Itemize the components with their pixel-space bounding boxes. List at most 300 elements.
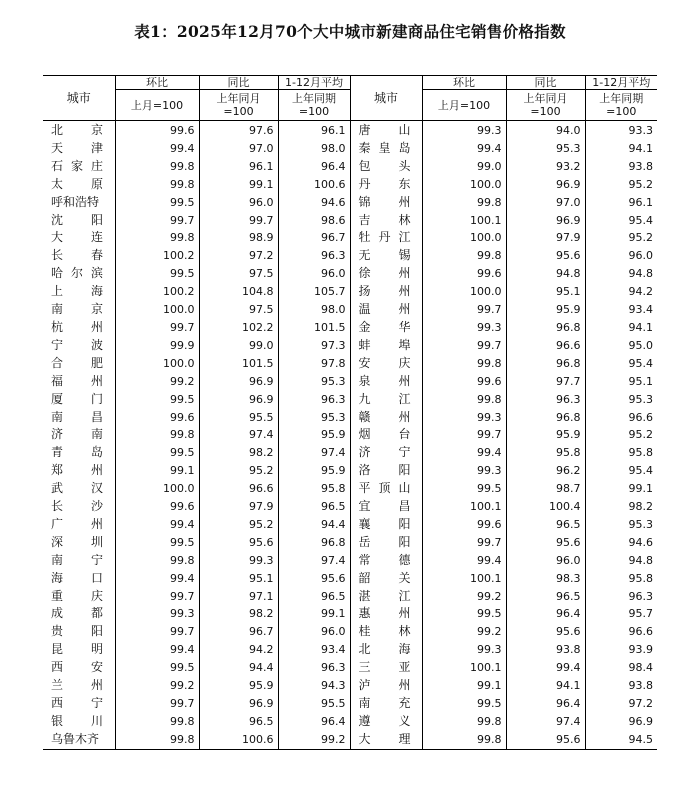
yoy-value-cell: 96.2 bbox=[506, 462, 585, 480]
yoy-column-header: 同比 bbox=[506, 76, 585, 90]
mom-value-cell: 99.2 bbox=[115, 373, 199, 391]
mom-base-label: 上月=100 bbox=[115, 90, 199, 121]
city-name-cell: 济宁 bbox=[350, 444, 422, 462]
yoy-value-cell: 95.2 bbox=[199, 516, 278, 534]
city-name-cell: 遵义 bbox=[350, 713, 422, 731]
ytd-value-cell: 96.1 bbox=[278, 121, 350, 140]
yoy-value-cell: 98.9 bbox=[199, 229, 278, 247]
table-row bbox=[43, 552, 657, 570]
ytd-value-cell: 95.4 bbox=[585, 462, 657, 480]
yoy-value-cell: 97.6 bbox=[199, 121, 278, 140]
yoy-value-cell: 96.5 bbox=[506, 516, 585, 534]
ytd-value-cell: 100.6 bbox=[278, 176, 350, 194]
mom-value-cell: 99.7 bbox=[115, 588, 199, 606]
mom-value-cell: 99.5 bbox=[115, 659, 199, 677]
city-name-cell: 天津 bbox=[51, 140, 103, 155]
city-name-cell: 无锡 bbox=[350, 247, 422, 265]
mom-value-cell: 99.9 bbox=[115, 337, 199, 355]
yoy-value-cell: 97.4 bbox=[506, 713, 585, 731]
table-row bbox=[43, 158, 657, 176]
city-name-cell: 南充 bbox=[350, 695, 422, 713]
table-row bbox=[43, 140, 657, 158]
table-row bbox=[43, 301, 657, 319]
table-row bbox=[43, 677, 657, 695]
yoy-value-cell: 95.6 bbox=[199, 534, 278, 552]
mom-value-cell: 99.8 bbox=[422, 713, 506, 731]
ytd-value-cell: 96.3 bbox=[278, 391, 350, 409]
mom-value-cell: 99.7 bbox=[422, 426, 506, 444]
ytd-value-cell: 97.4 bbox=[278, 552, 350, 570]
mom-value-cell: 99.8 bbox=[422, 247, 506, 265]
yoy-value-cell: 98.2 bbox=[199, 605, 278, 623]
city-column-header: 城市 bbox=[43, 76, 115, 121]
yoy-value-cell: 95.6 bbox=[506, 247, 585, 265]
ytd-value-cell: 98.6 bbox=[278, 212, 350, 230]
ytd-value-cell: 96.7 bbox=[278, 229, 350, 247]
table-title: 表1：2025年12月70个大中城市新建商品住宅销售价格指数 bbox=[134, 22, 566, 41]
mom-value-cell: 99.4 bbox=[115, 140, 199, 158]
yoy-value-cell: 96.9 bbox=[199, 391, 278, 409]
yoy-value-cell: 94.2 bbox=[199, 641, 278, 659]
city-name-cell: 沈阳 bbox=[51, 212, 103, 227]
mom-value-cell: 100.2 bbox=[115, 247, 199, 265]
city-name-cell: 呼和浩特 bbox=[51, 194, 100, 209]
city-name-cell: 惠州 bbox=[350, 605, 422, 623]
yoy-value-cell: 95.6 bbox=[506, 731, 585, 749]
ytd-value-cell: 95.3 bbox=[585, 391, 657, 409]
city-name-cell: 常德 bbox=[350, 552, 422, 570]
ytd-column-header: 1-12月平均 bbox=[585, 76, 657, 90]
table-header bbox=[43, 76, 657, 121]
city-name-cell: 湛江 bbox=[350, 588, 422, 606]
yoy-value-cell: 95.8 bbox=[506, 444, 585, 462]
city-name-cell: 唐山 bbox=[350, 121, 422, 140]
yoy-value-cell: 93.2 bbox=[506, 158, 585, 176]
mom-value-cell: 99.8 bbox=[422, 391, 506, 409]
mom-value-cell: 100.1 bbox=[422, 659, 506, 677]
ytd-value-cell: 99.2 bbox=[278, 731, 350, 749]
mom-value-cell: 99.3 bbox=[422, 121, 506, 140]
table-row bbox=[43, 373, 657, 391]
mom-value-cell: 99.5 bbox=[422, 605, 506, 623]
mom-value-cell: 99.5 bbox=[115, 265, 199, 283]
table-row bbox=[43, 176, 657, 194]
city-name-cell: 洛阳 bbox=[350, 462, 422, 480]
yoy-value-cell: 97.7 bbox=[506, 373, 585, 391]
ytd-value-cell: 94.8 bbox=[585, 265, 657, 283]
city-name-cell: 海口 bbox=[51, 570, 103, 585]
table-row bbox=[43, 588, 657, 606]
city-name-cell: 九江 bbox=[350, 391, 422, 409]
city-name-cell: 杭州 bbox=[51, 319, 103, 334]
city-name-cell: 南宁 bbox=[51, 552, 103, 567]
table-row bbox=[43, 605, 657, 623]
city-name-cell: 石家庄 bbox=[51, 158, 103, 173]
city-name-cell: 太原 bbox=[51, 176, 103, 191]
table-row bbox=[43, 355, 657, 373]
table-row bbox=[43, 659, 657, 677]
ytd-value-cell: 93.9 bbox=[585, 641, 657, 659]
yoy-value-cell: 96.4 bbox=[506, 695, 585, 713]
ytd-value-cell: 95.3 bbox=[585, 516, 657, 534]
yoy-value-cell: 97.4 bbox=[199, 426, 278, 444]
mom-value-cell: 99.8 bbox=[115, 158, 199, 176]
yoy-value-cell: 96.0 bbox=[506, 552, 585, 570]
mom-value-cell: 99.5 bbox=[115, 194, 199, 212]
ytd-value-cell: 95.7 bbox=[585, 605, 657, 623]
city-name-cell: 牡丹江 bbox=[350, 229, 422, 247]
mom-value-cell: 99.7 bbox=[422, 534, 506, 552]
yoy-value-cell: 98.2 bbox=[199, 444, 278, 462]
yoy-value-cell: 96.1 bbox=[199, 158, 278, 176]
ytd-value-cell: 96.3 bbox=[585, 588, 657, 606]
city-name-cell: 武汉 bbox=[51, 481, 103, 496]
table-row bbox=[43, 641, 657, 659]
yoy-value-cell: 95.9 bbox=[506, 426, 585, 444]
ytd-value-cell: 96.4 bbox=[278, 158, 350, 176]
city-name-cell: 大理 bbox=[350, 731, 422, 749]
mom-value-cell: 99.8 bbox=[115, 176, 199, 194]
city-name-cell: 成都 bbox=[51, 606, 103, 621]
mom-value-cell: 100.0 bbox=[422, 229, 506, 247]
ytd-value-cell: 96.0 bbox=[585, 247, 657, 265]
ytd-value-cell: 95.4 bbox=[585, 355, 657, 373]
yoy-value-cell: 101.5 bbox=[199, 355, 278, 373]
yoy-value-cell: 95.9 bbox=[506, 301, 585, 319]
city-name-cell: 平顶山 bbox=[350, 480, 422, 498]
mom-value-cell: 99.6 bbox=[422, 373, 506, 391]
city-name-cell: 泸州 bbox=[350, 677, 422, 695]
yoy-value-cell: 96.4 bbox=[506, 605, 585, 623]
city-name-cell: 青岛 bbox=[51, 445, 103, 460]
city-name-cell: 银川 bbox=[51, 713, 103, 728]
table-row bbox=[43, 229, 657, 247]
mom-value-cell: 99.1 bbox=[422, 677, 506, 695]
city-name-cell: 合肥 bbox=[51, 355, 103, 370]
mom-value-cell: 99.6 bbox=[422, 265, 506, 283]
table-row bbox=[43, 194, 657, 212]
ytd-value-cell: 95.3 bbox=[278, 373, 350, 391]
ytd-value-cell: 96.6 bbox=[585, 623, 657, 641]
mom-value-cell: 100.0 bbox=[115, 355, 199, 373]
ytd-value-cell: 96.6 bbox=[585, 409, 657, 427]
yoy-value-cell: 97.5 bbox=[199, 265, 278, 283]
city-name-cell: 吉林 bbox=[350, 212, 422, 230]
ytd-value-cell: 95.8 bbox=[278, 480, 350, 498]
mom-value-cell: 99.7 bbox=[115, 695, 199, 713]
mom-value-cell: 99.3 bbox=[422, 319, 506, 337]
table-row bbox=[43, 426, 657, 444]
yoy-value-cell: 96.8 bbox=[506, 319, 585, 337]
ytd-value-cell: 96.8 bbox=[278, 534, 350, 552]
ytd-base-label: 上年同期 =100 bbox=[585, 90, 657, 121]
mom-value-cell: 99.7 bbox=[115, 319, 199, 337]
ytd-value-cell: 94.1 bbox=[585, 140, 657, 158]
city-name-cell: 南京 bbox=[51, 302, 103, 317]
city-name-cell: 厦门 bbox=[51, 391, 103, 406]
mom-value-cell: 100.2 bbox=[115, 283, 199, 301]
ytd-value-cell: 96.5 bbox=[278, 498, 350, 516]
yoy-value-cell: 96.3 bbox=[506, 391, 585, 409]
city-name-cell: 宁波 bbox=[51, 337, 103, 352]
city-name-cell: 扬州 bbox=[350, 283, 422, 301]
mom-value-cell: 99.1 bbox=[115, 462, 199, 480]
yoy-value-cell: 94.4 bbox=[199, 659, 278, 677]
yoy-value-cell: 95.2 bbox=[199, 462, 278, 480]
mom-value-cell: 99.2 bbox=[422, 588, 506, 606]
mom-value-cell: 99.3 bbox=[422, 462, 506, 480]
ytd-value-cell: 95.4 bbox=[585, 212, 657, 230]
yoy-value-cell: 99.1 bbox=[199, 176, 278, 194]
price-index-table bbox=[43, 75, 657, 750]
mom-value-cell: 100.0 bbox=[115, 480, 199, 498]
ytd-value-cell: 93.4 bbox=[585, 301, 657, 319]
mom-value-cell: 99.5 bbox=[422, 695, 506, 713]
city-name-cell: 福州 bbox=[51, 373, 103, 388]
yoy-value-cell: 94.8 bbox=[506, 265, 585, 283]
ytd-value-cell: 96.9 bbox=[585, 713, 657, 731]
mom-value-cell: 99.4 bbox=[422, 552, 506, 570]
yoy-value-cell: 96.8 bbox=[506, 409, 585, 427]
mom-value-cell: 99.5 bbox=[115, 391, 199, 409]
mom-value-cell: 99.3 bbox=[422, 641, 506, 659]
mom-value-cell: 99.4 bbox=[422, 140, 506, 158]
ytd-value-cell: 96.3 bbox=[278, 659, 350, 677]
ytd-value-cell: 94.2 bbox=[585, 283, 657, 301]
city-name-cell: 深圳 bbox=[51, 534, 103, 549]
table-row bbox=[43, 121, 657, 140]
ytd-value-cell: 95.8 bbox=[585, 444, 657, 462]
yoy-value-cell: 95.6 bbox=[506, 534, 585, 552]
ytd-value-cell: 93.8 bbox=[585, 158, 657, 176]
ytd-value-cell: 95.2 bbox=[585, 426, 657, 444]
mom-value-cell: 99.8 bbox=[422, 731, 506, 749]
ytd-value-cell: 94.6 bbox=[278, 194, 350, 212]
table-row bbox=[43, 480, 657, 498]
yoy-value-cell: 96.9 bbox=[199, 373, 278, 391]
city-name-cell: 桂林 bbox=[350, 623, 422, 641]
yoy-value-cell: 97.9 bbox=[199, 498, 278, 516]
ytd-value-cell: 98.0 bbox=[278, 301, 350, 319]
mom-value-cell: 99.7 bbox=[115, 212, 199, 230]
table-row bbox=[43, 498, 657, 516]
mom-value-cell: 99.7 bbox=[115, 623, 199, 641]
yoy-value-cell: 99.0 bbox=[199, 337, 278, 355]
mom-value-cell: 99.3 bbox=[115, 605, 199, 623]
mom-value-cell: 99.8 bbox=[422, 194, 506, 212]
yoy-value-cell: 97.2 bbox=[199, 247, 278, 265]
yoy-value-cell: 95.3 bbox=[506, 140, 585, 158]
yoy-value-cell: 102.2 bbox=[199, 319, 278, 337]
mom-value-cell: 99.0 bbox=[422, 158, 506, 176]
table-row bbox=[43, 516, 657, 534]
table-row bbox=[43, 534, 657, 552]
yoy-value-cell: 100.4 bbox=[506, 498, 585, 516]
table-row bbox=[43, 391, 657, 409]
city-name-cell: 烟台 bbox=[350, 426, 422, 444]
mom-value-cell: 99.7 bbox=[422, 301, 506, 319]
yoy-value-cell: 94.1 bbox=[506, 677, 585, 695]
yoy-value-cell: 96.9 bbox=[506, 212, 585, 230]
mom-column-header: 环比 bbox=[115, 76, 199, 90]
ytd-value-cell: 96.1 bbox=[585, 194, 657, 212]
ytd-value-cell: 95.2 bbox=[585, 176, 657, 194]
yoy-value-cell: 97.1 bbox=[199, 588, 278, 606]
yoy-value-cell: 99.3 bbox=[199, 552, 278, 570]
yoy-base-label: 上年同月 =100 bbox=[506, 90, 585, 121]
yoy-value-cell: 96.6 bbox=[506, 337, 585, 355]
mom-value-cell: 99.4 bbox=[115, 516, 199, 534]
yoy-value-cell: 95.9 bbox=[199, 677, 278, 695]
city-name-cell: 韶关 bbox=[350, 570, 422, 588]
yoy-value-cell: 96.9 bbox=[199, 695, 278, 713]
yoy-value-cell: 104.8 bbox=[199, 283, 278, 301]
mom-value-cell: 99.3 bbox=[422, 409, 506, 427]
table-row bbox=[43, 444, 657, 462]
city-name-cell: 北京 bbox=[51, 123, 103, 137]
ytd-value-cell: 96.4 bbox=[278, 713, 350, 731]
ytd-value-cell: 97.8 bbox=[278, 355, 350, 373]
ytd-column-header: 1-12月平均 bbox=[278, 76, 350, 90]
city-name-cell: 乌鲁木齐 bbox=[51, 731, 100, 746]
mom-value-cell: 99.4 bbox=[422, 444, 506, 462]
ytd-value-cell: 95.6 bbox=[278, 570, 350, 588]
yoy-value-cell: 98.7 bbox=[506, 480, 585, 498]
city-name-cell: 广州 bbox=[51, 516, 103, 531]
ytd-value-cell: 95.8 bbox=[585, 570, 657, 588]
ytd-value-cell: 93.8 bbox=[585, 677, 657, 695]
city-name-cell: 安庆 bbox=[350, 355, 422, 373]
mom-column-header: 环比 bbox=[422, 76, 506, 90]
city-name-cell: 蚌埠 bbox=[350, 337, 422, 355]
ytd-value-cell: 98.0 bbox=[278, 140, 350, 158]
city-name-cell: 南昌 bbox=[51, 409, 103, 424]
table-body bbox=[43, 121, 657, 750]
table-row bbox=[43, 265, 657, 283]
yoy-value-cell: 95.5 bbox=[199, 409, 278, 427]
mom-value-cell: 99.8 bbox=[115, 229, 199, 247]
mom-value-cell: 100.0 bbox=[422, 283, 506, 301]
ytd-value-cell: 95.9 bbox=[278, 426, 350, 444]
mom-value-cell: 99.2 bbox=[115, 677, 199, 695]
ytd-value-cell: 97.3 bbox=[278, 337, 350, 355]
yoy-value-cell: 93.8 bbox=[506, 641, 585, 659]
mom-value-cell: 99.6 bbox=[115, 409, 199, 427]
ytd-value-cell: 95.5 bbox=[278, 695, 350, 713]
ytd-value-cell: 97.2 bbox=[585, 695, 657, 713]
city-name-cell: 丹东 bbox=[350, 176, 422, 194]
mom-value-cell: 99.7 bbox=[422, 337, 506, 355]
city-name-cell: 上海 bbox=[51, 284, 103, 299]
yoy-value-cell: 95.1 bbox=[506, 283, 585, 301]
yoy-value-cell: 100.6 bbox=[199, 731, 278, 749]
city-name-cell: 大连 bbox=[51, 230, 103, 245]
ytd-value-cell: 95.9 bbox=[278, 462, 350, 480]
city-name-cell: 郑州 bbox=[51, 463, 103, 478]
ytd-value-cell: 94.3 bbox=[278, 677, 350, 695]
mom-value-cell: 99.8 bbox=[422, 355, 506, 373]
mom-value-cell: 99.8 bbox=[115, 731, 199, 749]
table-row bbox=[43, 319, 657, 337]
city-name-cell: 徐州 bbox=[350, 265, 422, 283]
ytd-value-cell: 99.1 bbox=[278, 605, 350, 623]
mom-value-cell: 100.1 bbox=[422, 212, 506, 230]
table-row bbox=[43, 337, 657, 355]
mom-value-cell: 99.4 bbox=[115, 570, 199, 588]
city-name-cell: 昆明 bbox=[51, 642, 103, 657]
city-name-cell: 长春 bbox=[51, 248, 103, 263]
ytd-value-cell: 105.7 bbox=[278, 283, 350, 301]
ytd-value-cell: 94.4 bbox=[278, 516, 350, 534]
city-name-cell: 包头 bbox=[350, 158, 422, 176]
table-row bbox=[43, 570, 657, 588]
yoy-base-label: 上年同月 =100 bbox=[199, 90, 278, 121]
yoy-value-cell: 96.6 bbox=[199, 480, 278, 498]
yoy-value-cell: 97.9 bbox=[506, 229, 585, 247]
yoy-value-cell: 99.7 bbox=[199, 212, 278, 230]
ytd-value-cell: 95.3 bbox=[278, 409, 350, 427]
yoy-value-cell: 95.1 bbox=[199, 570, 278, 588]
yoy-value-cell: 96.7 bbox=[199, 623, 278, 641]
city-name-cell: 济南 bbox=[51, 427, 103, 442]
ytd-value-cell: 93.3 bbox=[585, 121, 657, 140]
table-row bbox=[43, 462, 657, 480]
city-name-cell: 温州 bbox=[350, 301, 422, 319]
mom-value-cell: 99.6 bbox=[115, 121, 199, 140]
ytd-value-cell: 94.1 bbox=[585, 319, 657, 337]
yoy-column-header: 同比 bbox=[199, 76, 278, 90]
mom-value-cell: 100.0 bbox=[422, 176, 506, 194]
city-name-cell: 泉州 bbox=[350, 373, 422, 391]
mom-value-cell: 99.8 bbox=[115, 426, 199, 444]
city-column-header: 城市 bbox=[350, 76, 422, 121]
mom-value-cell: 99.2 bbox=[422, 623, 506, 641]
city-name-cell: 三亚 bbox=[350, 659, 422, 677]
ytd-value-cell: 93.4 bbox=[278, 641, 350, 659]
mom-value-cell: 99.6 bbox=[115, 498, 199, 516]
yoy-value-cell: 98.3 bbox=[506, 570, 585, 588]
ytd-value-cell: 97.4 bbox=[278, 444, 350, 462]
ytd-base-label: 上年同期 =100 bbox=[278, 90, 350, 121]
city-name-cell: 襄阳 bbox=[350, 516, 422, 534]
city-name-cell: 兰州 bbox=[51, 678, 103, 693]
ytd-value-cell: 98.4 bbox=[585, 659, 657, 677]
city-name-cell: 锦州 bbox=[350, 194, 422, 212]
city-name-cell: 西宁 bbox=[51, 696, 103, 710]
mom-value-cell: 99.8 bbox=[115, 713, 199, 731]
city-name-cell: 赣州 bbox=[350, 409, 422, 427]
ytd-value-cell: 96.3 bbox=[278, 247, 350, 265]
table-row bbox=[43, 731, 657, 749]
table-row bbox=[43, 623, 657, 641]
mom-value-cell: 99.5 bbox=[422, 480, 506, 498]
yoy-value-cell: 99.4 bbox=[506, 659, 585, 677]
table-row bbox=[43, 409, 657, 427]
yoy-value-cell: 96.5 bbox=[506, 588, 585, 606]
city-name-cell: 金华 bbox=[350, 319, 422, 337]
city-name-cell: 岳阳 bbox=[350, 534, 422, 552]
city-name-cell: 北海 bbox=[350, 641, 422, 659]
city-name-cell: 秦皇岛 bbox=[350, 140, 422, 158]
ytd-value-cell: 94.5 bbox=[585, 731, 657, 749]
mom-value-cell: 99.8 bbox=[115, 552, 199, 570]
ytd-value-cell: 94.8 bbox=[585, 552, 657, 570]
ytd-value-cell: 96.5 bbox=[278, 588, 350, 606]
mom-value-cell: 99.5 bbox=[115, 444, 199, 462]
ytd-value-cell: 95.2 bbox=[585, 229, 657, 247]
mom-value-cell: 100.1 bbox=[422, 570, 506, 588]
ytd-value-cell: 94.6 bbox=[585, 534, 657, 552]
